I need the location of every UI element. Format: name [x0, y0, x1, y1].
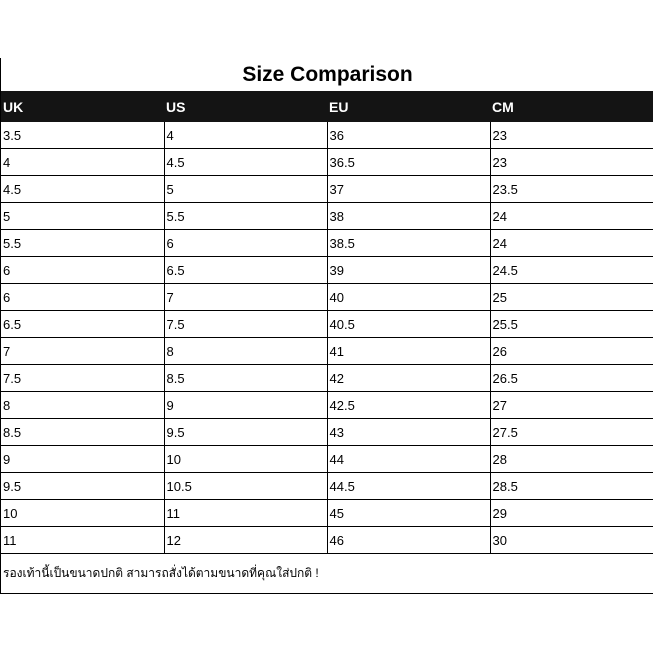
cell-us: 6 [164, 230, 327, 257]
table-row [1, 365, 653, 392]
header-cell-eu: EU [327, 91, 490, 122]
size-chart [0, 58, 653, 594]
table-row [1, 392, 653, 419]
cell-us: 10 [164, 446, 327, 473]
cell-eu: 41 [327, 338, 490, 365]
cell-eu: 42.5 [327, 392, 490, 419]
cell-us: 8 [164, 338, 327, 365]
cell-eu: 44.5 [327, 473, 490, 500]
cell-cm: 24 [490, 230, 653, 257]
cell-cm: 25.5 [490, 311, 653, 338]
cell-us: 12 [164, 527, 327, 554]
cell-us: 8.5 [164, 365, 327, 392]
cell-us: 9.5 [164, 419, 327, 446]
table-row [1, 203, 653, 230]
table-row [1, 338, 653, 365]
header-cell-cm: CM [490, 91, 653, 122]
cell-uk: 6 [1, 257, 164, 284]
cell-us: 6.5 [164, 257, 327, 284]
cell-uk: 3.5 [1, 122, 164, 149]
cell-eu: 42 [327, 365, 490, 392]
header-cell-us: US [164, 91, 327, 122]
cell-cm: 27 [490, 392, 653, 419]
cell-uk: 9.5 [1, 473, 164, 500]
table-row [1, 473, 653, 500]
cell-uk: 8 [1, 392, 164, 419]
cell-uk: 4 [1, 149, 164, 176]
cell-uk: 8.5 [1, 419, 164, 446]
cell-us: 4 [164, 122, 327, 149]
cell-us: 5.5 [164, 203, 327, 230]
header-row [1, 91, 653, 122]
table-row [1, 149, 653, 176]
cell-cm: 25 [490, 284, 653, 311]
size-table [1, 91, 653, 554]
cell-cm: 29 [490, 500, 653, 527]
table-row [1, 284, 653, 311]
table-row [1, 176, 653, 203]
cell-us: 11 [164, 500, 327, 527]
table-row [1, 446, 653, 473]
cell-eu: 38.5 [327, 230, 490, 257]
table-row [1, 527, 653, 554]
table-row [1, 311, 653, 338]
table-row [1, 500, 653, 527]
cell-uk: 9 [1, 446, 164, 473]
cell-uk: 10 [1, 500, 164, 527]
cell-eu: 45 [327, 500, 490, 527]
cell-cm: 27.5 [490, 419, 653, 446]
cell-cm: 24 [490, 203, 653, 230]
cell-uk: 4.5 [1, 176, 164, 203]
chart-title: Size Comparison [242, 63, 413, 86]
cell-eu: 43 [327, 419, 490, 446]
cell-cm: 24.5 [490, 257, 653, 284]
header-cell-uk: UK [1, 91, 164, 122]
cell-uk: 7.5 [1, 365, 164, 392]
cell-eu: 40 [327, 284, 490, 311]
cell-us: 9 [164, 392, 327, 419]
table-row [1, 122, 653, 149]
cell-eu: 46 [327, 527, 490, 554]
cell-eu: 36 [327, 122, 490, 149]
cell-cm: 23.5 [490, 176, 653, 203]
cell-cm: 23 [490, 149, 653, 176]
cell-eu: 44 [327, 446, 490, 473]
cell-cm: 28 [490, 446, 653, 473]
cell-eu: 39 [327, 257, 490, 284]
cell-cm: 28.5 [490, 473, 653, 500]
cell-us: 7 [164, 284, 327, 311]
size-note: รองเท้านี้เป็นขนาดปกติ สามารถสั่งได้ตามขนาดที่คุณใส่ปกติ ! [3, 566, 319, 580]
cell-uk: 6.5 [1, 311, 164, 338]
cell-uk: 7 [1, 338, 164, 365]
table-row [1, 419, 653, 446]
table-row [1, 257, 653, 284]
cell-us: 4.5 [164, 149, 327, 176]
cell-uk: 6 [1, 284, 164, 311]
cell-us: 5 [164, 176, 327, 203]
cell-uk: 5 [1, 203, 164, 230]
table-body [1, 122, 653, 554]
cell-cm: 26 [490, 338, 653, 365]
cell-uk: 11 [1, 527, 164, 554]
cell-eu: 36.5 [327, 149, 490, 176]
cell-eu: 38 [327, 203, 490, 230]
cell-us: 7.5 [164, 311, 327, 338]
cell-eu: 40.5 [327, 311, 490, 338]
cell-cm: 30 [490, 527, 653, 554]
cell-cm: 23 [490, 122, 653, 149]
cell-us: 10.5 [164, 473, 327, 500]
table-row [1, 230, 653, 257]
cell-cm: 26.5 [490, 365, 653, 392]
cell-uk: 5.5 [1, 230, 164, 257]
cell-eu: 37 [327, 176, 490, 203]
